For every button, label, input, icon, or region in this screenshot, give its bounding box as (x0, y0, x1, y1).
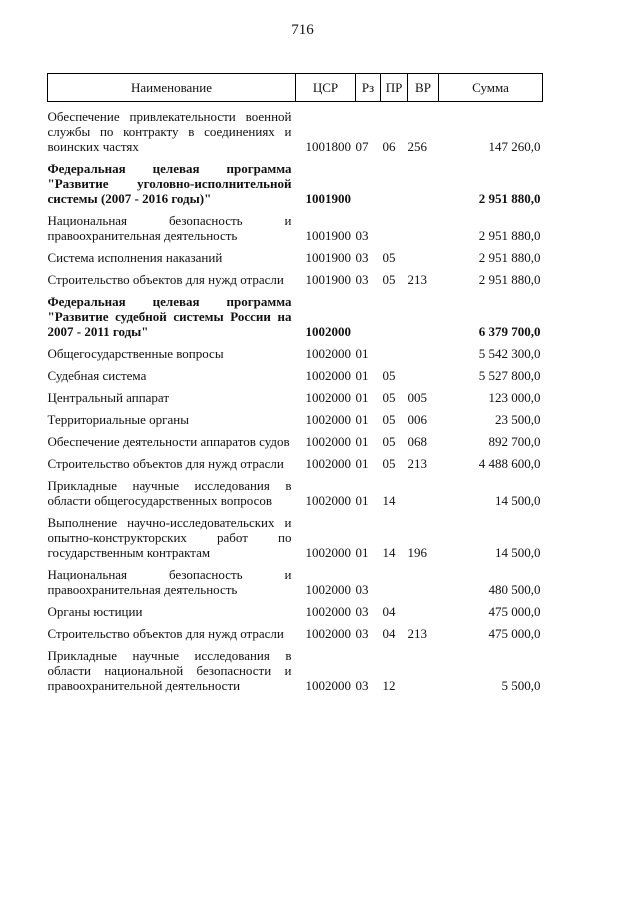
row-spacer (48, 206, 543, 213)
cell-pr: 05 (382, 250, 396, 265)
cell-sum: 480 500,0 (488, 582, 541, 597)
header-rz: Рз (356, 74, 381, 102)
cell-rz: 01 (355, 434, 369, 449)
cell-pr: 12 (382, 678, 396, 693)
cell-rz: 07 (355, 139, 369, 154)
cell-csr: 1002000 (305, 626, 351, 641)
cell-vr (408, 346, 439, 361)
cell-csr: 1001900 (305, 228, 351, 243)
cell-rz: 01 (355, 545, 369, 560)
row-spacer (48, 619, 543, 626)
cell-vr (408, 604, 439, 619)
table-row (48, 604, 543, 619)
cell-csr: 1002000 (305, 346, 351, 361)
cell-sum: 2 951 880,0 (478, 250, 541, 265)
cell-vr: 213 (407, 456, 427, 471)
cell-sum: 892 700,0 (488, 434, 541, 449)
cell-rz: 01 (355, 368, 369, 383)
cell-csr: 1002000 (305, 678, 351, 693)
cell-pr: 06 (382, 139, 396, 154)
table-row (48, 515, 543, 560)
cell-vr: 213 (407, 272, 427, 287)
table-row (48, 346, 543, 361)
cell-pr: 05 (382, 272, 396, 287)
cell-sum: 147 260,0 (488, 139, 541, 154)
cell-name: Выполнение научно-исследовательских и опытно-конструкторских работ по государственным контрактам (47, 515, 292, 560)
row-spacer (48, 427, 543, 434)
cell-vr (408, 294, 439, 339)
table-row (48, 434, 543, 449)
cell-sum: 2 951 880,0 (478, 228, 541, 243)
cell-sum: 475 000,0 (488, 626, 541, 641)
row-spacer (48, 361, 543, 368)
cell-csr: 1001900 (305, 191, 351, 206)
cell-name: Центральный аппарат (47, 390, 170, 405)
cell-rz: 01 (355, 493, 369, 508)
cell-sum: 2 951 880,0 (478, 191, 541, 206)
table-header-row (48, 74, 543, 102)
cell-name: Территориальные органы (47, 412, 189, 427)
cell-pr: 14 (382, 493, 396, 508)
cell-vr: 196 (407, 545, 427, 560)
cell-csr: 1002000 (305, 324, 351, 339)
cell-name: Судебная система (47, 368, 147, 383)
cell-pr (381, 567, 408, 597)
cell-vr (408, 648, 439, 693)
cell-rz: 03 (355, 250, 369, 265)
table-row (48, 412, 543, 427)
cell-name: Обеспечение деятельности аппаратов судов (47, 434, 290, 449)
cell-name: Прикладные научные исследования в области национальной безопасности и правоохранительной деятельности (47, 648, 292, 693)
cell-name: Общегосударственные вопросы (47, 346, 224, 361)
cell-vr (408, 478, 439, 508)
table-row (48, 368, 543, 383)
cell-sum: 6 379 700,0 (478, 324, 541, 339)
cell-vr (408, 368, 439, 383)
cell-rz: 01 (355, 412, 369, 427)
cell-csr: 1002000 (305, 604, 351, 619)
cell-name: Строительство объектов для нужд отрасли (47, 456, 284, 471)
cell-csr: 1001800 (305, 139, 351, 154)
table-row (48, 294, 543, 339)
cell-vr (408, 213, 439, 243)
table-row (48, 456, 543, 471)
row-spacer (48, 287, 543, 294)
cell-name: Национальная безопасность и правоохранительная деятельность (47, 213, 292, 243)
cell-vr (408, 250, 439, 265)
table-row (48, 161, 543, 206)
cell-vr: 005 (407, 390, 427, 405)
cell-rz: 03 (355, 604, 369, 619)
cell-name: Органы юстиции (47, 604, 143, 619)
cell-rz: 03 (355, 678, 369, 693)
cell-csr: 1002000 (305, 493, 351, 508)
cell-pr (381, 213, 408, 243)
cell-rz: 01 (355, 390, 369, 405)
cell-csr: 1002000 (305, 456, 351, 471)
cell-sum: 2 951 880,0 (478, 272, 541, 287)
row-spacer (48, 102, 543, 110)
cell-pr: 05 (382, 434, 396, 449)
cell-name: Строительство объектов для нужд отрасли (47, 626, 284, 641)
row-spacer (48, 508, 543, 515)
cell-rz: 03 (355, 626, 369, 641)
cell-pr: 14 (382, 545, 396, 560)
cell-csr: 1002000 (305, 390, 351, 405)
cell-vr (408, 567, 439, 597)
cell-rz (356, 161, 381, 206)
row-spacer (48, 339, 543, 346)
cell-sum: 5 542 300,0 (478, 346, 541, 361)
cell-pr (381, 161, 408, 206)
cell-rz: 01 (355, 346, 369, 361)
cell-pr (381, 294, 408, 339)
row-spacer (48, 449, 543, 456)
cell-csr: 1002000 (305, 368, 351, 383)
cell-pr: 05 (382, 390, 396, 405)
table-row (48, 272, 543, 287)
row-spacer (48, 265, 543, 272)
header-pr: ПР (381, 74, 408, 102)
cell-rz: 03 (355, 272, 369, 287)
cell-name: Прикладные научные исследования в области общегосударственных вопросов (47, 478, 292, 508)
cell-csr: 1002000 (305, 582, 351, 597)
cell-sum: 475 000,0 (488, 604, 541, 619)
table-body (48, 102, 543, 694)
cell-name: Обеспечение привлекательности военной службы по контракту в соединениях и воинских частях (47, 109, 292, 154)
cell-vr: 068 (407, 434, 427, 449)
row-spacer (48, 405, 543, 412)
cell-csr: 1002000 (305, 434, 351, 449)
row-spacer (48, 243, 543, 250)
cell-sum: 14 500,0 (495, 493, 541, 508)
cell-csr: 1001900 (305, 250, 351, 265)
cell-rz: 01 (355, 456, 369, 471)
cell-csr: 1001900 (305, 272, 351, 287)
table-row (48, 478, 543, 508)
cell-vr: 006 (407, 412, 427, 427)
table-row (48, 626, 543, 641)
cell-sum: 5 500,0 (501, 678, 541, 693)
header-csr: ЦСР (296, 74, 356, 102)
row-spacer (48, 560, 543, 567)
table-row (48, 250, 543, 265)
table-row (48, 109, 543, 154)
budget-table (47, 73, 543, 693)
cell-name: Национальная безопасность и правоохранительная деятельность (47, 567, 292, 597)
table-row (48, 213, 543, 243)
cell-pr: 04 (382, 604, 396, 619)
cell-sum: 23 500,0 (495, 412, 541, 427)
cell-rz (356, 294, 381, 339)
cell-vr (408, 161, 439, 206)
cell-name: Строительство объектов для нужд отрасли (47, 272, 284, 287)
row-spacer (48, 597, 543, 604)
page-number: 716 (291, 22, 314, 38)
cell-pr: 05 (382, 412, 396, 427)
cell-name: Федеральная целевая программа "Развитие уголовно-исполнительной системы (2007 - 2016 годы)" (47, 161, 292, 206)
cell-rz: 03 (355, 582, 369, 597)
cell-rz: 03 (355, 228, 369, 243)
row-spacer (48, 154, 543, 161)
cell-sum: 4 488 600,0 (478, 456, 541, 471)
row-spacer (48, 471, 543, 478)
cell-csr: 1002000 (305, 412, 351, 427)
cell-pr: 04 (382, 626, 396, 641)
table-row (48, 390, 543, 405)
header-name: Наименование (48, 74, 296, 102)
table-row (48, 567, 543, 597)
cell-pr: 05 (382, 368, 396, 383)
cell-sum: 123 000,0 (488, 390, 541, 405)
cell-sum: 5 527 800,0 (478, 368, 541, 383)
cell-name: Федеральная целевая программа "Развитие судебной системы России на 2007 - 2011 годы" (47, 294, 292, 339)
header-sum: Сумма (439, 74, 543, 102)
cell-csr: 1002000 (305, 545, 351, 560)
row-spacer (48, 641, 543, 648)
cell-vr: 213 (407, 626, 427, 641)
cell-pr (381, 346, 408, 361)
cell-sum: 14 500,0 (495, 545, 541, 560)
row-spacer (48, 383, 543, 390)
cell-name: Система исполнения наказаний (47, 250, 223, 265)
table-row (48, 648, 543, 693)
cell-vr: 256 (407, 139, 427, 154)
cell-pr: 05 (382, 456, 396, 471)
header-vr: ВР (408, 74, 439, 102)
